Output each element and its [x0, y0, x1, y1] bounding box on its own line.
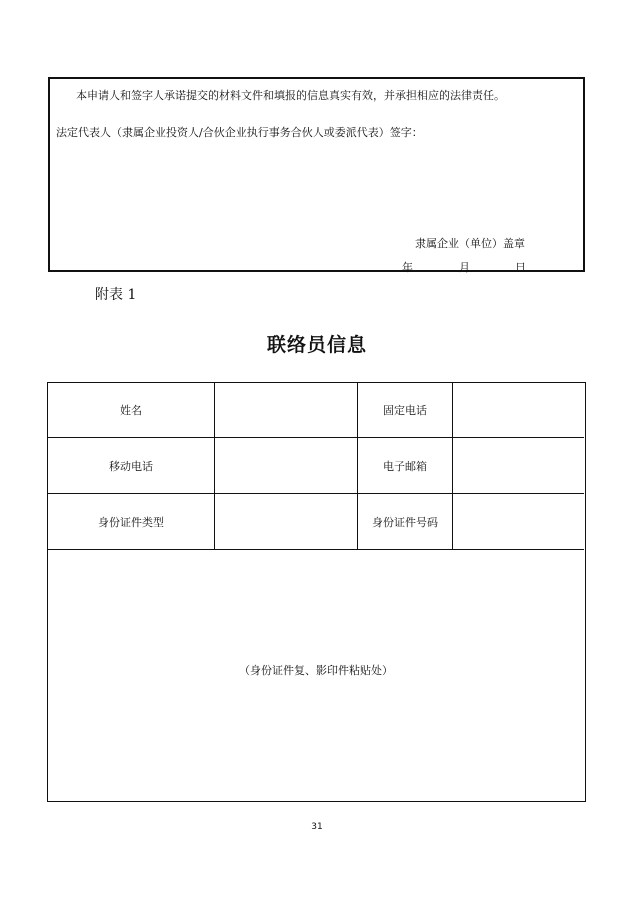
- date-year-label: 年: [402, 261, 413, 274]
- mobile-phone-label: 移动电话: [48, 438, 215, 494]
- landline-field[interactable]: [453, 383, 584, 438]
- commitment-box: [48, 77, 585, 272]
- email-label: 电子邮箱: [358, 438, 453, 494]
- id-copy-paste-area: [48, 550, 584, 800]
- date-day-label: 日: [515, 261, 526, 274]
- landline-label: 固定电话: [358, 383, 453, 438]
- legal-representative-signature-label: 法定代表人（隶属企业投资人/合伙企业执行事务合伙人或委派代表）签字：: [56, 126, 423, 139]
- company-seal-label: 隶属企业（单位）盖章: [415, 237, 525, 250]
- pledge-statement: 本申请人和签字人承诺提交的材料文件和填报的信息真实有效，并承担相应的法律责任。: [76, 89, 505, 102]
- id-type-field[interactable]: [215, 494, 358, 550]
- contact-info-table: [47, 382, 586, 802]
- mobile-phone-field[interactable]: [215, 438, 358, 494]
- name-field[interactable]: [215, 383, 358, 438]
- page-title: 联络员信息: [266, 334, 367, 356]
- id-number-label: 身份证件号码: [358, 494, 453, 550]
- date-month-label: 月: [459, 261, 470, 274]
- id-copy-placeholder-text: （身份证件复、影印件粘贴处）: [239, 664, 393, 677]
- appendix-label: 附表 1: [95, 287, 137, 303]
- name-label: 姓名: [48, 383, 215, 438]
- page-number: 31: [311, 822, 323, 832]
- id-number-field[interactable]: [453, 494, 584, 550]
- id-type-label: 身份证件类型: [48, 494, 215, 550]
- email-field[interactable]: [453, 438, 584, 494]
